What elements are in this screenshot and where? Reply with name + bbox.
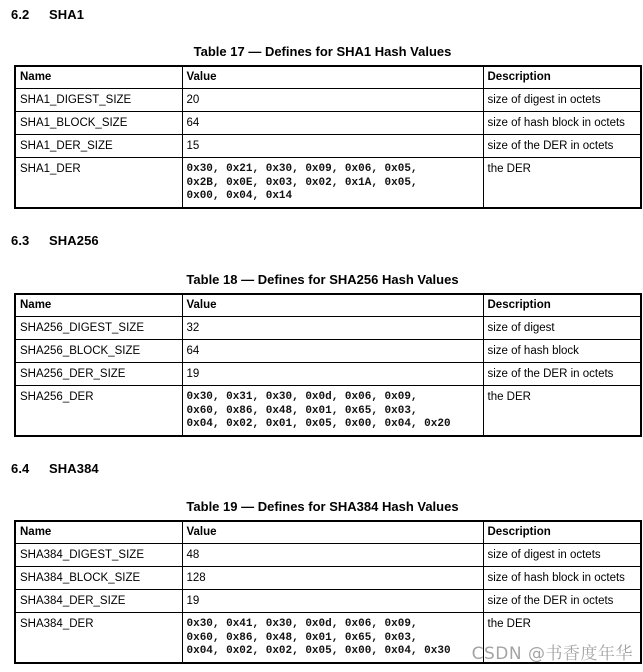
cell-value-der-bytes: 0x30, 0x21, 0x30, 0x09, 0x06, 0x05, 0x2B, 0x0E, 0x03, 0x02, 0x1A, 0x05, 0x00, 0x04, 0x14 bbox=[182, 158, 483, 208]
cell-description: the DER bbox=[483, 386, 641, 436]
column-header-value: Value bbox=[182, 66, 483, 89]
cell-value: 32 bbox=[182, 317, 483, 340]
section-heading-sha384 bbox=[11, 461, 99, 476]
table-row bbox=[15, 590, 641, 613]
table-header-row bbox=[15, 66, 641, 89]
column-header-value: Value bbox=[182, 294, 483, 317]
table-row bbox=[15, 340, 641, 363]
cell-description: size of hash block in octets bbox=[483, 567, 641, 590]
cell-description: size of hash block bbox=[483, 340, 641, 363]
cell-value: 19 bbox=[182, 363, 483, 386]
cell-value: 15 bbox=[182, 135, 483, 158]
table-row bbox=[15, 363, 641, 386]
table-row bbox=[15, 544, 641, 567]
section-number: 6.3 bbox=[11, 233, 30, 248]
cell-description: the DER bbox=[483, 158, 641, 208]
cell-name: SHA1_DIGEST_SIZE bbox=[15, 89, 182, 112]
cell-name: SHA384_BLOCK_SIZE bbox=[15, 567, 182, 590]
cell-description: size of the DER in octets bbox=[483, 135, 641, 158]
column-header-description: Description bbox=[483, 66, 641, 89]
column-header-value: Value bbox=[182, 521, 483, 544]
section-heading-sha256 bbox=[11, 233, 99, 248]
cell-name: SHA1_DER_SIZE bbox=[15, 135, 182, 158]
table-row bbox=[15, 89, 641, 112]
cell-description: size of the DER in octets bbox=[483, 363, 641, 386]
sha256-defines-table bbox=[14, 293, 642, 437]
cell-name: SHA384_DER_SIZE bbox=[15, 590, 182, 613]
column-header-name: Name bbox=[15, 521, 182, 544]
column-header-name: Name bbox=[15, 66, 182, 89]
cell-name: SHA256_DER_SIZE bbox=[15, 363, 182, 386]
section-title: SHA1 bbox=[49, 7, 85, 22]
cell-value: 64 bbox=[182, 112, 483, 135]
section-title: SHA256 bbox=[49, 233, 99, 248]
cell-value-der-bytes: 0x30, 0x31, 0x30, 0x0d, 0x06, 0x09, 0x60, 0x86, 0x48, 0x01, 0x65, 0x03, 0x04, 0x02, 0x01, 0x05, 0x00, 0x04, 0x20 bbox=[182, 386, 483, 436]
sha1-defines-table bbox=[14, 65, 642, 209]
table-caption-sha384: Table 19 — Defines for SHA384 Hash Values bbox=[186, 499, 459, 514]
column-header-name: Name bbox=[15, 294, 182, 317]
table-row bbox=[15, 317, 641, 340]
table-row bbox=[15, 567, 641, 590]
section-number: 6.2 bbox=[11, 7, 30, 22]
table-row bbox=[15, 158, 641, 208]
cell-value: 128 bbox=[182, 567, 483, 590]
cell-name: SHA384_DIGEST_SIZE bbox=[15, 544, 182, 567]
table-caption-sha1: Table 17 — Defines for SHA1 Hash Values bbox=[193, 44, 452, 59]
cell-name: SHA256_DER bbox=[15, 386, 182, 436]
cell-value: 64 bbox=[182, 340, 483, 363]
cell-name: SHA256_DIGEST_SIZE bbox=[15, 317, 182, 340]
cell-value-der-bytes: 0x30, 0x41, 0x30, 0x0d, 0x06, 0x09, 0x60, 0x86, 0x48, 0x01, 0x65, 0x03, 0x04, 0x02, 0x02, 0x05, 0x00, 0x04, 0x30 bbox=[182, 613, 483, 663]
cell-name: SHA1_DER bbox=[15, 158, 182, 208]
cell-name: SHA384_DER bbox=[15, 613, 182, 663]
table-header-row bbox=[15, 521, 641, 544]
column-header-description: Description bbox=[483, 294, 641, 317]
cell-description: size of the DER in octets bbox=[483, 590, 641, 613]
watermark: CSDN @书香度年华 bbox=[471, 644, 633, 664]
cell-name: SHA1_BLOCK_SIZE bbox=[15, 112, 182, 135]
table-row bbox=[15, 386, 641, 436]
cell-value: 19 bbox=[182, 590, 483, 613]
section-title: SHA384 bbox=[49, 461, 99, 476]
table-row bbox=[15, 112, 641, 135]
table-header-row bbox=[15, 294, 641, 317]
table-row bbox=[15, 135, 641, 158]
cell-name: SHA256_BLOCK_SIZE bbox=[15, 340, 182, 363]
column-header-description: Description bbox=[483, 521, 641, 544]
section-heading-sha1 bbox=[11, 7, 84, 22]
cell-value: 20 bbox=[182, 89, 483, 112]
cell-value: 48 bbox=[182, 544, 483, 567]
cell-description: size of digest bbox=[483, 317, 641, 340]
cell-description: size of hash block in octets bbox=[483, 112, 641, 135]
cell-description: size of digest in octets bbox=[483, 89, 641, 112]
section-number: 6.4 bbox=[11, 461, 30, 476]
cell-description: the DER bbox=[483, 613, 641, 663]
table-caption-sha256: Table 18 — Defines for SHA256 Hash Values bbox=[186, 272, 459, 287]
cell-description: size of digest in octets bbox=[483, 544, 641, 567]
